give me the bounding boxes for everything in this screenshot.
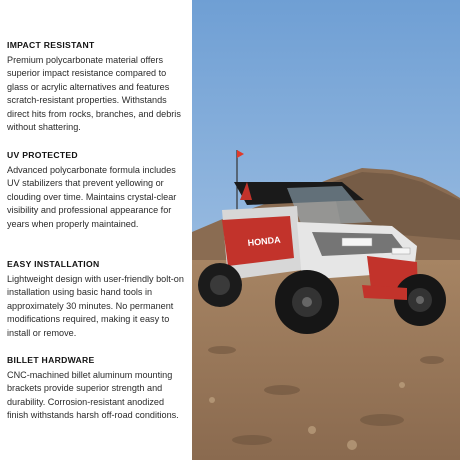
feature-body: Lightweight design with user-friendly bolt-on installation using basic hand tools in approximately 30 minutes. No permanent modifications required, making it easy to install or remove. — [7, 274, 184, 338]
product-photo — [192, 0, 460, 460]
feature-billet-hardware — [7, 355, 187, 423]
feature-body: Premium polycarbonate material offers superior impact resistance compared to glass or acrylic alternatives and features scratch-resistant properties. Withstands direct hits from rocks, branches, and debris without shattering. — [7, 55, 181, 133]
feature-body: CNC-machined billet aluminum mounting brackets provide superior strength and durability. Corrosion-resistant anodized finish withstands harsh off-road conditions. — [7, 370, 179, 421]
feature-title: UV PROTECTED — [7, 150, 78, 160]
feature-easy-installation — [7, 259, 187, 340]
feature-panel — [0, 0, 192, 460]
wheel-front-left — [275, 270, 339, 334]
wheel-front-right — [394, 274, 446, 326]
feature-uv-protected — [7, 150, 187, 231]
feature-title: BILLET HARDWARE — [7, 355, 95, 365]
feature-body: Advanced polycarbonate formula includes UV stabilizers that prevent yellowing or clouding over time. Maintains crystal-clear visibility and professional appearance for years when properly maintained. — [7, 165, 177, 229]
feature-impact-resistant — [7, 40, 187, 134]
wheel-rear — [198, 263, 242, 307]
feature-title: IMPACT RESISTANT — [7, 40, 95, 50]
feature-title: EASY INSTALLATION — [7, 259, 100, 269]
vehicle-brand-text: HONDA — [247, 234, 282, 248]
